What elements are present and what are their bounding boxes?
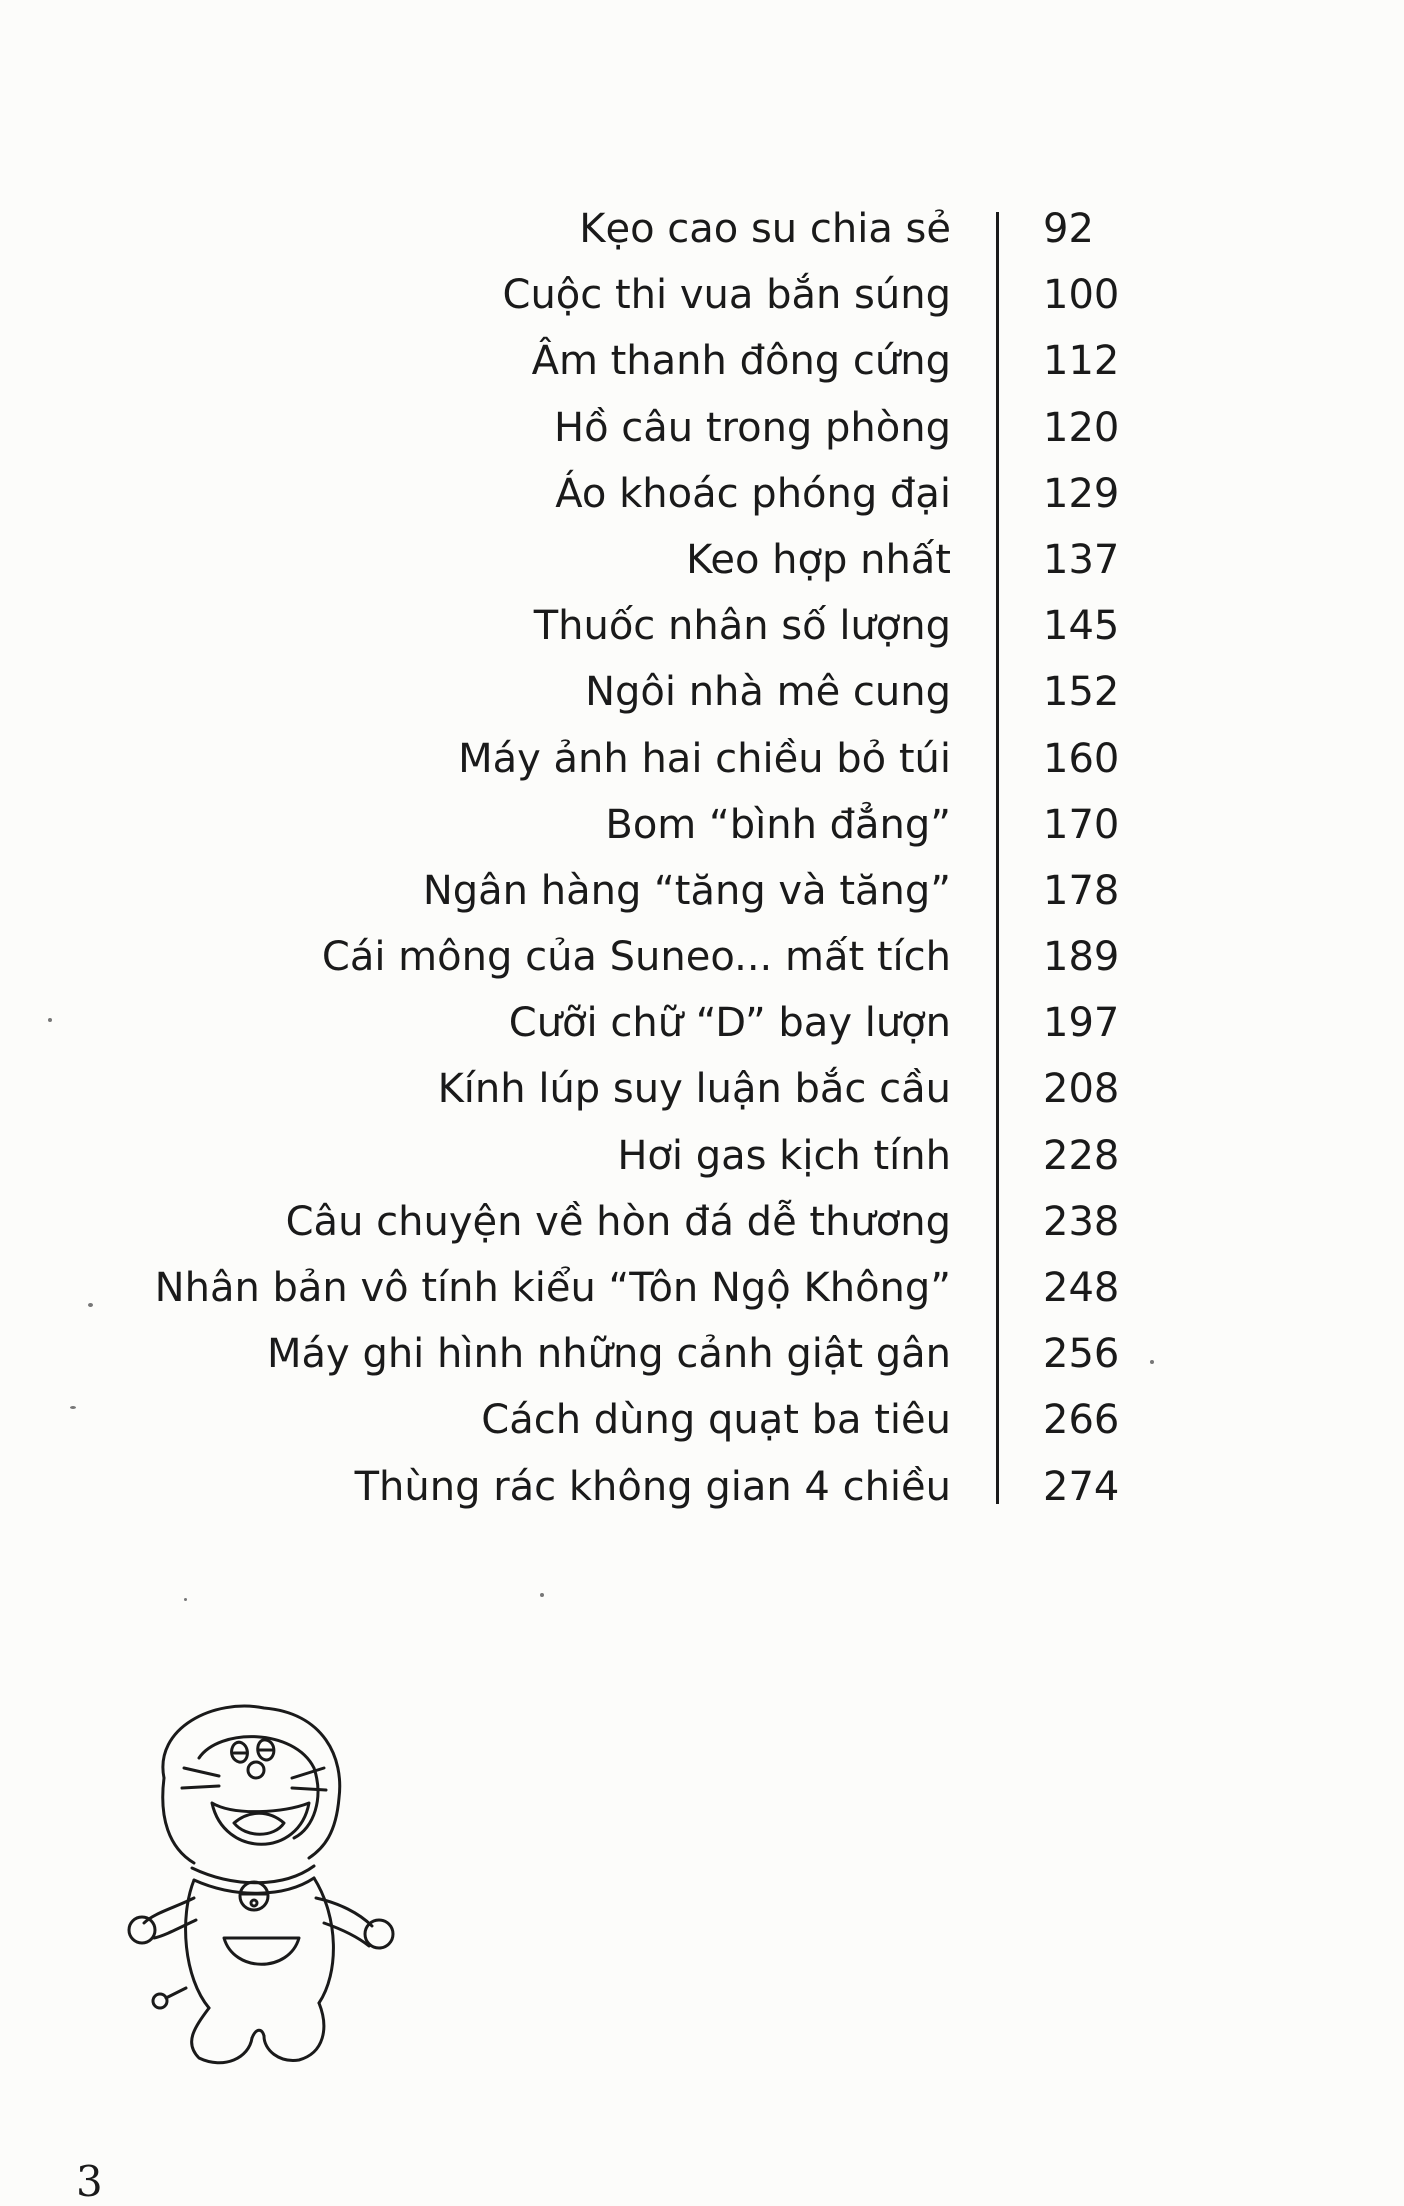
toc-entry-page: 137 (1043, 536, 1120, 583)
toc-entry (0, 196, 1404, 262)
toc-entry (0, 1321, 1404, 1387)
toc-entry-title: Kính lúp suy luận bắc cầu (437, 1066, 951, 1113)
toc-entry (0, 593, 1404, 659)
scan-speck (540, 1593, 544, 1597)
toc-entry (0, 1255, 1404, 1321)
toc-entry (0, 1189, 1404, 1255)
toc-entry (0, 1123, 1404, 1189)
toc-entry-title: Cái mông của Suneo... mất tích (321, 934, 951, 981)
toc-entry-page: 266 (1043, 1397, 1120, 1444)
scan-speck (48, 1018, 52, 1022)
toc-entry (0, 1454, 1404, 1520)
toc-entry (0, 726, 1404, 792)
toc-entry-page: 256 (1043, 1331, 1120, 1378)
toc-entry-page: 120 (1043, 404, 1120, 451)
toc-entry-page: 160 (1043, 735, 1120, 782)
toc-entry-page: 228 (1043, 1132, 1120, 1179)
toc-entry-page: 189 (1043, 934, 1120, 981)
toc-entry-title: Bom “bình đẳng” (605, 801, 951, 848)
toc-entry-page: 238 (1043, 1198, 1120, 1245)
toc-entry-title: Nhân bản vô tính kiểu “Tôn Ngộ Không” (154, 1265, 951, 1311)
toc-entry-page: 274 (1043, 1463, 1120, 1510)
toc-entry (0, 792, 1404, 858)
toc-entry (0, 395, 1404, 461)
toc-divider (996, 212, 999, 1504)
toc-entry-title: Hồ câu trong phòng (554, 404, 951, 451)
toc-entry (0, 461, 1404, 527)
toc-entry-page: 248 (1043, 1265, 1120, 1311)
toc-entry-page: 170 (1043, 801, 1120, 848)
toc-entry (0, 990, 1404, 1056)
toc-entry-title: Máy ghi hình những cảnh giật gân (267, 1331, 951, 1378)
toc-entry-title: Câu chuyện về hòn đá dễ thương (285, 1198, 951, 1245)
toc-entry-page: 92 (1043, 206, 1094, 252)
toc-entry (0, 527, 1404, 593)
toc-entry-title: Thuốc nhân số lượng (533, 603, 951, 650)
scan-speck (184, 1598, 187, 1601)
scan-speck (1150, 1360, 1154, 1364)
toc-entry-title: Ngân hàng “tăng và tăng” (422, 867, 951, 914)
toc-entry-title: Cách dùng quạt ba tiêu (481, 1397, 951, 1444)
doraemon-icon (124, 1698, 414, 2078)
scan-speck (88, 1303, 93, 1307)
toc-entry-page: 145 (1043, 603, 1120, 650)
toc-entry-title: Kẹo cao su chia sẻ (579, 206, 951, 252)
toc-entry-page: 152 (1043, 669, 1120, 716)
toc-entry-page: 112 (1043, 338, 1120, 385)
toc-entry-page: 178 (1043, 867, 1120, 914)
toc-entry-page: 129 (1043, 470, 1120, 517)
toc-entry-page: 197 (1043, 1000, 1120, 1047)
toc-entry (0, 1387, 1404, 1453)
toc-entry (0, 262, 1404, 328)
toc-entry (0, 858, 1404, 924)
toc-entry-page: 208 (1043, 1066, 1120, 1113)
toc-entry-title: Cưỡi chữ “D” bay lượn (508, 1000, 951, 1047)
toc-entry-title: Ngôi nhà mê cung (585, 669, 951, 716)
toc-entry (0, 659, 1404, 725)
toc-entry-title: Máy ảnh hai chiều bỏ túi (458, 735, 951, 782)
toc-entry-title: Áo khoác phóng đại (555, 470, 951, 517)
toc-entry (0, 1056, 1404, 1122)
page-number: 3 (76, 2157, 103, 2206)
scan-speck (70, 1406, 76, 1409)
toc-entry-title: Keo hợp nhất (686, 536, 951, 583)
toc-entry (0, 924, 1404, 990)
toc-entry-page: 100 (1043, 272, 1120, 319)
toc-entry-title: Âm thanh đông cứng (531, 338, 951, 385)
toc-entry-title: Hơi gas kịch tính (617, 1132, 951, 1179)
toc-entry-title: Cuộc thi vua bắn súng (502, 272, 951, 319)
toc-entry (0, 328, 1404, 394)
toc-entry-title: Thùng rác không gian 4 chiều (354, 1463, 951, 1510)
table-of-contents (0, 196, 1404, 1520)
